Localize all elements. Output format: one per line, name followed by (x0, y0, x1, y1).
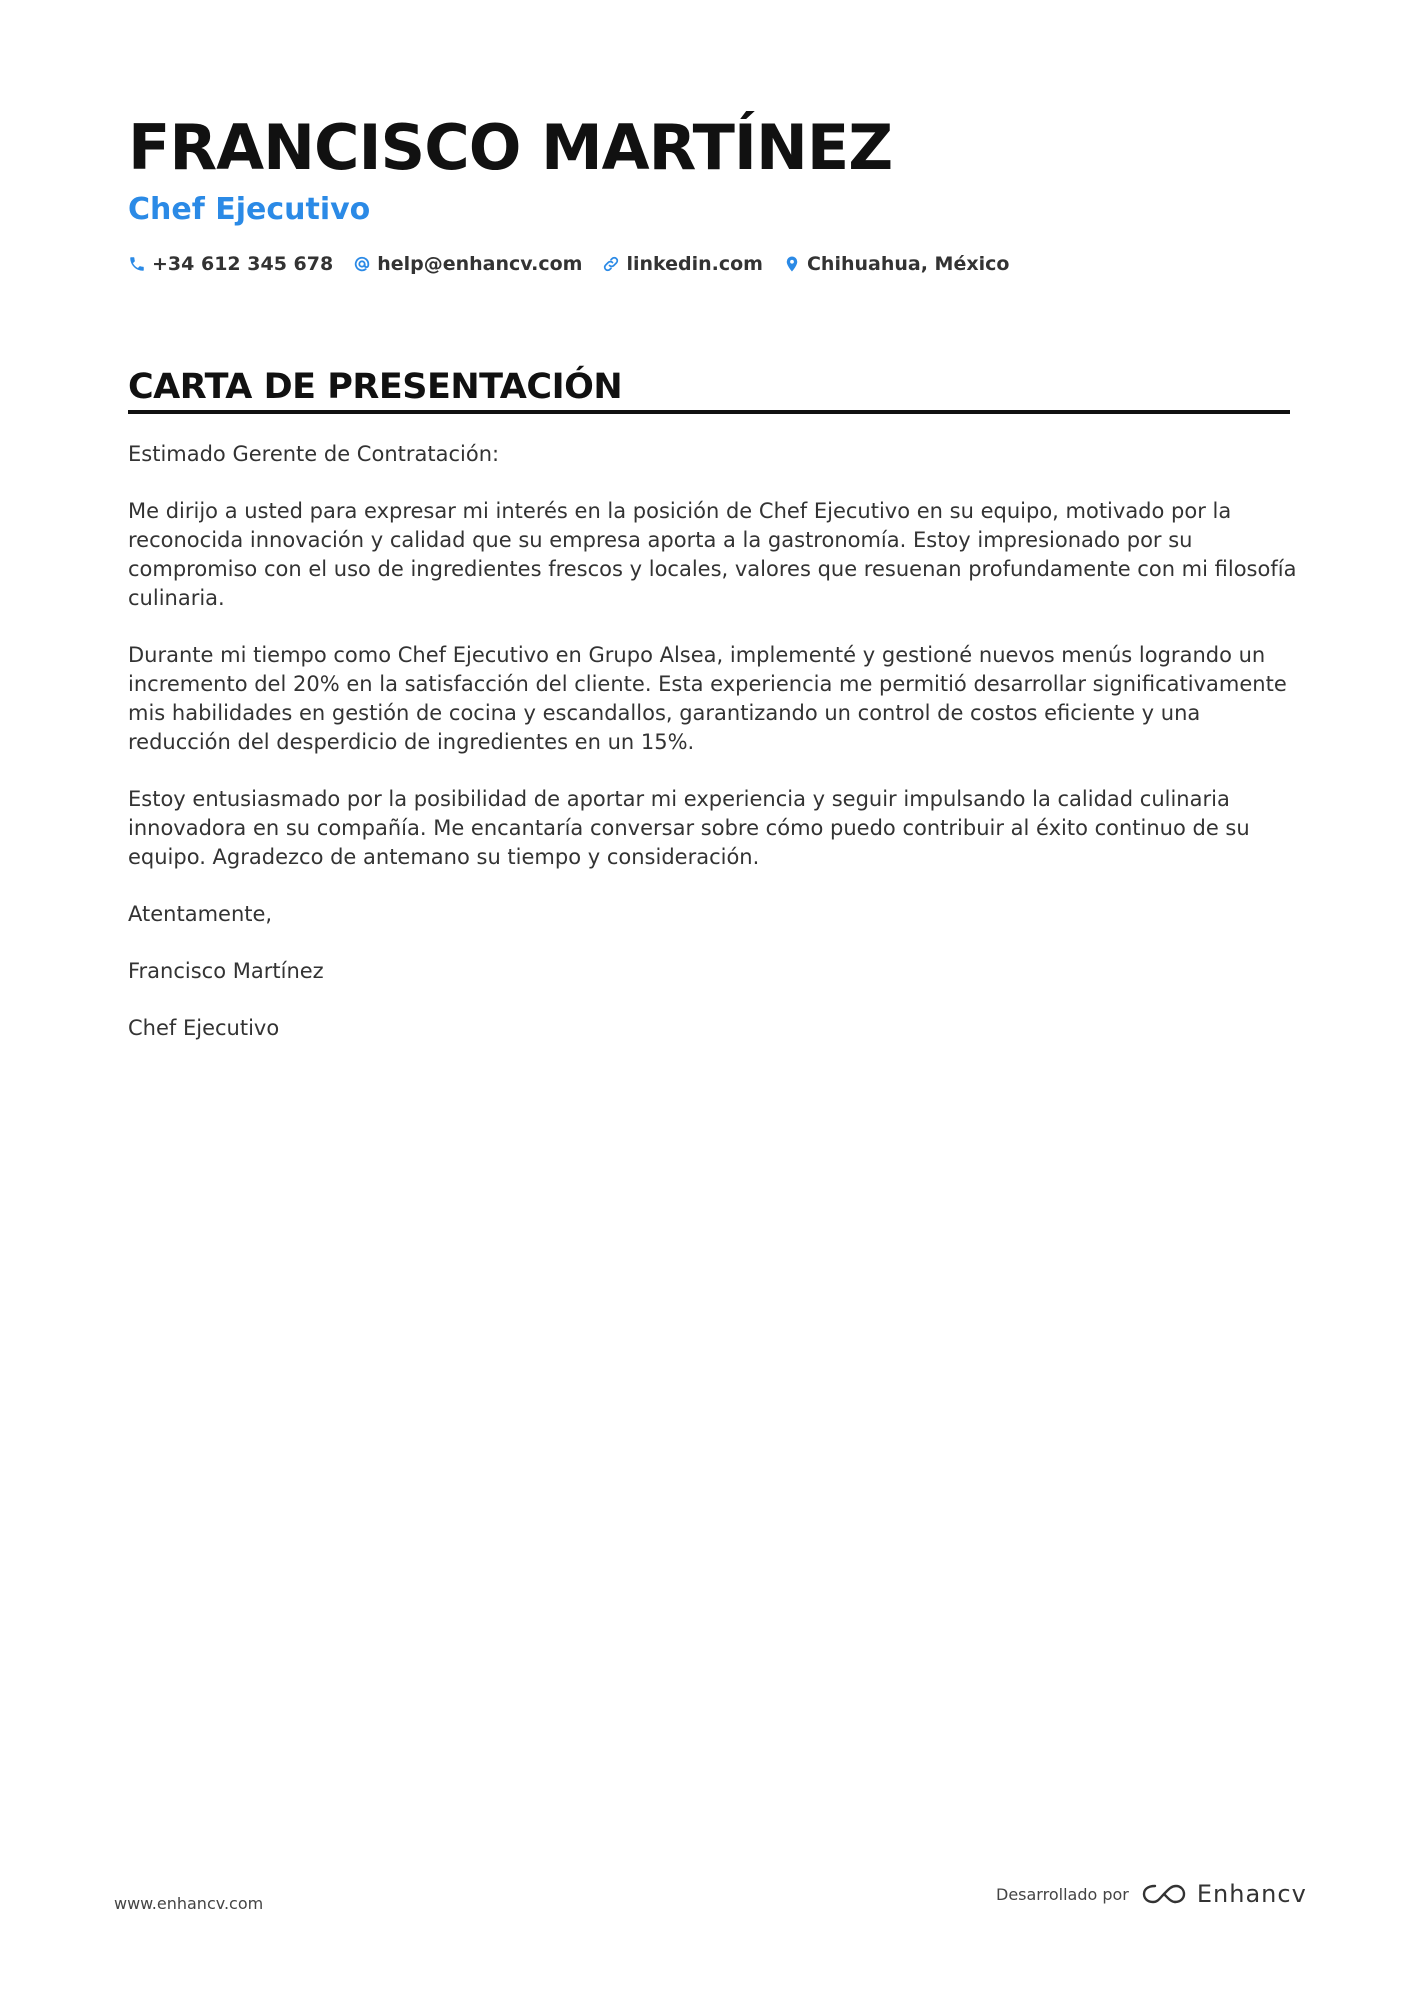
location-pin-icon (783, 255, 801, 273)
signature-name: Francisco Martínez (128, 959, 324, 983)
at-icon (353, 255, 371, 273)
contact-location-text: Chihuahua, México (806, 253, 1010, 275)
enhancv-logo-icon (1141, 1881, 1187, 1907)
contact-phone-text: +34 612 345 678 (152, 253, 334, 275)
brand-name: Enhancv (1196, 1880, 1307, 1908)
letter-greeting: Estimado Gerente de Contratación: (128, 442, 500, 466)
letter-paragraph: Durante mi tiempo como Chef Ejecutivo en Grupo Alsea, implementé y gestioné nuevos menús logrando un incremento del 20% en la satisfacción del cliente. Esta experiencia me permitió desarrollar significativamente mis habilidades en gestión de cocina y escandallos, garantizando un control de costos eficiente y una reducción del desperdicio de ingredientes en un 15%. (128, 643, 1287, 754)
powered-by-label: Desarrollado por (996, 1884, 1129, 1904)
contact-link-text: linkedin.com (626, 253, 763, 275)
letter-paragraph: Estoy entusiasmado por la posibilidad de aportar mi experiencia y seguir impulsando la calidad culinaria innovadora en su compañía. Me encantaría conversar sobre cómo puedo contribuir al éxito continuo de su equipo. Agradezco de antemano su tiempo y consideración. (128, 787, 1250, 869)
candidate-name: FRANCISCO MARTÍNEZ (128, 111, 893, 184)
contact-location (783, 253, 1009, 275)
footer-website[interactable]: www.enhancv.com (114, 1894, 264, 1913)
contact-link[interactable] (602, 253, 763, 275)
letter-body (128, 440, 1298, 1071)
letter-closing: Atentamente, (128, 902, 273, 926)
letter-paragraph: Me dirijo a usted para expresar mi interés en la posición de Chef Ejecutivo en su equipo, motivado por la reconocida innovación y calidad que su empresa aporta a la gastronomía. Estoy impresionado por su compromiso con el uso de ingredientes frescos y locales, valores que resuenan profundamente con mi filosofía culinaria. (128, 499, 1297, 610)
footer-branding (996, 1880, 1307, 1908)
contact-bar (128, 253, 1029, 275)
contact-phone[interactable] (128, 253, 333, 275)
section-title: CARTA DE PRESENTACIÓN (128, 367, 623, 407)
candidate-role: Chef Ejecutivo (128, 192, 371, 227)
contact-email-text: help@enhancv.com (377, 253, 583, 275)
section-divider (128, 410, 1290, 414)
phone-icon (128, 255, 146, 273)
link-icon (602, 255, 620, 273)
contact-email[interactable] (353, 253, 582, 275)
signature-title: Chef Ejecutivo (128, 1016, 280, 1040)
